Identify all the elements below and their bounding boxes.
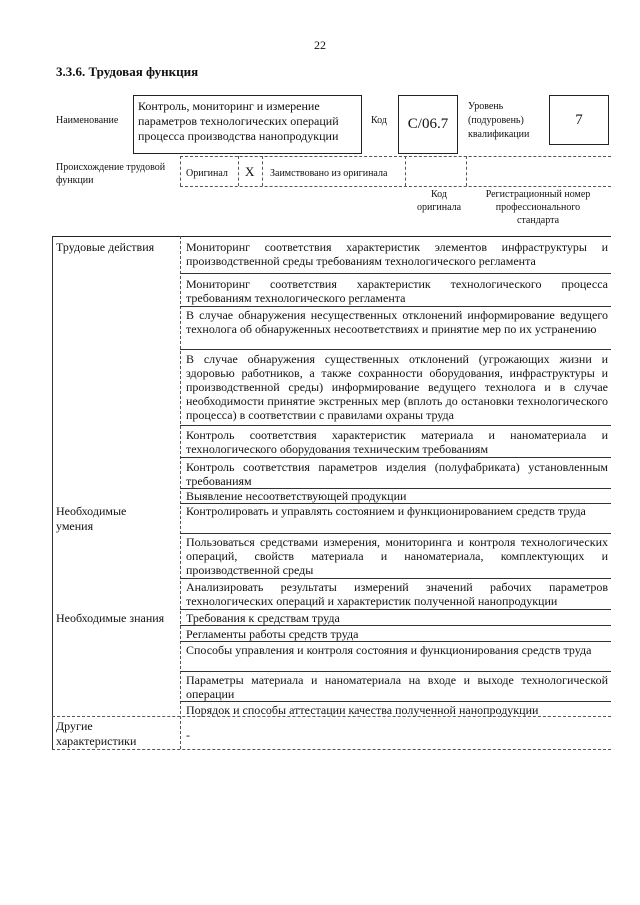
- origin-label: Происхождение трудовой функции: [56, 162, 166, 186]
- name-label: Наименование: [56, 115, 119, 126]
- level-label: Уровень (подуровень) квалификации: [468, 101, 530, 140]
- cell-separator: [180, 641, 611, 642]
- list-item: Мониторинг соответствия характеристик элементов инфраструктуры и производственной среды требованиям технологического регламента: [186, 240, 608, 268]
- table-left-border: [52, 236, 53, 749]
- labor-actions-label: Трудовые действия: [56, 240, 155, 254]
- table-top-border: [52, 236, 611, 237]
- list-item: Пользоваться средствами измерения, мониторинга и контроля технологических операций, свойств материала и наноматериала, комплектующих и производственной среды: [186, 535, 608, 577]
- origin-mark: X: [245, 164, 255, 179]
- list-item: Параметры материала и наноматериала на входе и выходе технологической операции: [186, 673, 608, 701]
- list-item: Контроль соответствия характеристик материала и наноматериала и технологического оборудования техническим требованиям: [186, 428, 608, 456]
- list-item: В случае обнаружения существенных отклонений (угрожающих жизни и здоровью работников, а также сохранности оборудования, инфраструктуры и производственной среды) информирование ведущего технолога и в случае необходимости принятие экстренных мер (вплоть до остановки технологического процесса) в соответствии с правилами охраны труда: [186, 352, 608, 422]
- function-code: С/06.7: [398, 95, 458, 154]
- list-item: Регламенты работы средств труда: [186, 627, 359, 641]
- table-bottom-border: [52, 749, 611, 750]
- cell-separator: [180, 306, 611, 307]
- list-item: Порядок и способы аттестации качества полученной нанопродукции: [186, 703, 539, 717]
- list-item: В случае обнаружения несущественных отклонений информирование ведущего технолога об обнаруженных несоответствиях и принятие мер по их устранению: [186, 308, 608, 336]
- skills-label: Необходимые умения: [56, 504, 127, 533]
- origin-divider: [238, 156, 239, 186]
- list-item: Способы управления и контроля состояния и функционирования средств труда: [186, 643, 592, 657]
- qualification-level: 7: [549, 95, 609, 145]
- list-item: Выявление несоответствующей продукции: [186, 489, 407, 503]
- table-column-divider: [180, 236, 181, 749]
- origin-divider: [466, 156, 467, 186]
- cell-separator: [180, 457, 611, 458]
- origin-divider: [180, 156, 181, 186]
- list-item: Контролировать и управлять состоянием и функционированием средств труда: [186, 504, 586, 518]
- page-number: 22: [314, 38, 326, 52]
- cell-separator: [180, 273, 611, 274]
- knowledge-label: Необходимые знания: [56, 611, 165, 625]
- origin-top-border: [180, 156, 611, 157]
- function-name: Контроль, мониторинг и измерение параметров технологических операций процесса производства нанопродукции: [133, 95, 362, 154]
- code-original-caption: Код оригинала: [416, 189, 462, 213]
- origin-divider: [405, 156, 406, 186]
- cell-separator: [180, 625, 611, 626]
- list-item: Контроль соответствия параметров изделия (полуфабриката) установленным требованиям: [186, 460, 608, 488]
- cell-separator: [180, 578, 611, 579]
- origin-original: Оригинал: [186, 168, 228, 179]
- cell-separator: [180, 349, 611, 350]
- registration-number-caption: Регистрационный номер профессионального стандарта: [485, 189, 591, 226]
- cell-separator: [180, 701, 611, 702]
- cell-separator: [180, 425, 611, 426]
- list-item: Требования к средствам труда: [186, 611, 340, 625]
- code-label: Код: [371, 115, 387, 126]
- origin-divider: [262, 156, 263, 186]
- other-characteristics-label: Другие характеристики: [56, 719, 137, 748]
- origin-bottom-border: [180, 186, 611, 187]
- section-title: 3.3.6. Трудовая функция: [56, 64, 199, 79]
- list-item: Анализировать результаты измерений значений рабочих параметров технологических операций и характеристик полученной нанопродукции: [186, 580, 608, 608]
- origin-borrowed: Заимствовано из оригинала: [270, 168, 388, 179]
- cell-separator: [180, 533, 611, 534]
- list-item: Мониторинг соответствия характеристик технологического процесса требованиям технологического регламента: [186, 277, 608, 305]
- other-characteristics-value: -: [186, 728, 190, 742]
- cell-separator: [180, 671, 611, 672]
- cell-separator: [180, 609, 611, 610]
